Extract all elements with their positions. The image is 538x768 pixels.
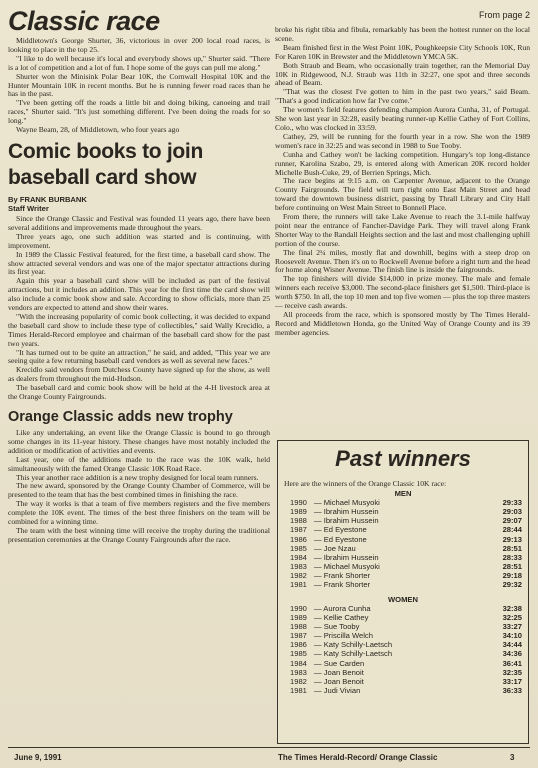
paragraph: The top finishers will divide $14,000 in prize money. The male and female winners each receive $3,000. The second-place finishers get $1,500. Third-place is worth $750. In all, the top 10 men and top five women — plus the top three masters — receive cash awards. [275, 274, 530, 311]
women-section-label: WOMEN [388, 594, 418, 604]
winner-row [278, 613, 528, 622]
winner-row [278, 535, 528, 544]
winner-row [278, 622, 528, 631]
winner-row [278, 640, 528, 649]
men-section-label: MEN [394, 489, 412, 498]
paragraph: "That was the closest I've gotten to him in the past two years," said Beam. "That's a good indication how far I've come." [275, 87, 530, 106]
paragraph: The women's field features defending champion Aurora Cunha, 31, of Portugal. She won last year in 32:28, easily beating runner-up Kellie Cathey of Fort Collins, Colo., who was clocked in 33:59. [275, 105, 530, 132]
paragraph: The final 2¼ miles, mostly flat and downhill, begins with a steep drop on Roosevelt Avenue. Then it's on to Rockwell Avenue before a right turn and the head for home along Wisner Avenue. The finish line is inside the fairgrounds. [275, 247, 530, 275]
past-winners-title: Past winners [335, 446, 471, 471]
winner-time: 29:32 [502, 580, 522, 590]
winner-year: 1989 [290, 612, 307, 622]
paragraph: "It has turned out to be quite an attraction," he said, and added, "This year we are seeing quite a few returning baseball card vendors as well as several new faces." [8, 347, 270, 366]
paragraph: The race begins at 9:15 a.m. on Carpenter Avenue, adjacent to the Orange County Fairgrounds. The field will turn right onto East Main Street and head toward the downtown business district, passing by Thrall Library and City Hall before continuing on West Main Street to Bonnell Place. [275, 176, 530, 213]
paragraph: The new award, sponsored by the Orange County Chamber of Commerce, will be presented to the team that has the best combined times in finishing the race. [8, 481, 270, 500]
winner-year: 1988 [290, 621, 307, 631]
publication-name: The Times Herald-Record/ Orange Classic [278, 753, 438, 762]
winner-name: — Joe Nzau [314, 543, 356, 553]
winner-name: — Judi Vivian [314, 685, 361, 695]
paragraph: Cathey, 29, will be running for the fourth year in a row. She won the 1989 women's race in 32:25 and was second in 1988 to Sue Tooby. [275, 131, 530, 150]
winner-time: 33:27 [502, 621, 522, 631]
winner-name: — Michael Musyoki [314, 498, 380, 507]
paragraph: Three years ago, one such addition was started and is continuing, with improvement. [8, 231, 270, 250]
paragraph: Cunha and Cathey won't be lacking competition. Hungary's top long-distance runner, Karolina Szabo, 29, is entered along with American 20K record holder Michelle Bush-Cuke, 29, of Berrien Springs, Mich. [275, 149, 530, 177]
winner-year: 1990 [290, 603, 307, 613]
winner-name: — Ibrahim Hussein [314, 516, 379, 526]
issue-date: June 9, 1991 [14, 753, 62, 762]
winner-year: 1982 [290, 676, 307, 686]
winner-time: 33:17 [502, 676, 522, 686]
winner-time: 29:03 [502, 507, 522, 517]
winner-year: 1990 [290, 498, 307, 507]
winner-year: 1981 [290, 685, 307, 695]
paragraph: In 1989 the Classic Festival featured, for the first time, a baseball card show. The show attracted several vendors and was one of the major spectator attractions during its first year. [8, 249, 270, 277]
winner-name: — Katy Schilly-Laetsch [314, 640, 393, 650]
paragraph: Beam finished first in the West Point 10K, Poughkeepsie City Schools 10K, Run For Karen 10K in Brewster and the Middletown YMCA 5K. [275, 42, 530, 61]
new-trophy-headline: Orange Classic adds new trophy [8, 409, 233, 425]
winner-year: 1986 [290, 534, 307, 544]
winner-year: 1987 [290, 525, 307, 535]
paragraph: The team with the best winning time will receive the trophy during the traditional presentation ceremonies at the Orange County Fairgrounds after the race. [8, 525, 270, 544]
winner-time: 32:25 [502, 612, 522, 622]
winner-year: 1988 [290, 516, 307, 526]
paragraph: Again this year a baseball card show will be included as part of the festival attractions, but it includes an addition. This year for the first time the card show will also include a comic book show and sale. According to show officials, more than 25 vendors are expected to attend and show their wares. [8, 276, 270, 313]
winner-year: 1987 [290, 631, 307, 641]
new-trophy-article [8, 429, 270, 545]
winner-row [278, 571, 528, 580]
winner-time: 32:38 [502, 603, 522, 613]
winner-year: 1985 [290, 649, 307, 659]
winner-year: 1981 [290, 580, 307, 590]
winner-row [278, 525, 528, 534]
winner-name: — Michael Musyoki [314, 562, 380, 572]
page-footer [0, 750, 538, 768]
winner-row [278, 498, 528, 507]
winner-time: 28:44 [502, 525, 522, 535]
winner-name: — Ed Eyestone [314, 525, 367, 535]
winner-name: — Sue Carden [314, 658, 365, 668]
winner-row [278, 562, 528, 571]
paragraph: Since the Orange Classic and Festival was founded 11 years ago, there have been several additions and improvements made throughout the years. [8, 213, 270, 232]
winner-name: — Frank Shorter [314, 580, 371, 590]
winner-name: — Katy Schilly-Laetsch [314, 649, 393, 659]
winner-time: 29:18 [502, 571, 522, 581]
winner-row [278, 659, 528, 668]
winner-year: 1982 [290, 571, 307, 581]
classic-race-title: Classic race [8, 6, 160, 36]
winner-year: 1985 [290, 543, 307, 553]
winner-row [278, 668, 528, 677]
winner-year: 1983 [290, 667, 307, 677]
winner-time: 34:44 [502, 640, 522, 650]
paragraph: Shurter won the Minisink Polar Bear 10K, the Cornwall Hospital 10K and the Hunter Mountain 10K in recent months. But he is running fewer road races than he has in the past. [8, 71, 270, 99]
women-winners-list [278, 604, 528, 696]
paragraph: "I've been getting off the roads a little bit and doing biking, canoeing and trail races," Shurter said. "It's just something different. I've been doing the roads for so long." [8, 98, 270, 126]
winner-name: — Sue Tooby [314, 621, 360, 631]
winner-name: — Priscilla Welch [314, 631, 373, 641]
winner-row [278, 686, 528, 695]
winner-year: 1984 [290, 552, 307, 562]
winner-name: — Aurora Cunha [314, 603, 371, 613]
winner-row [278, 677, 528, 686]
winner-time: 34:10 [502, 631, 522, 641]
winner-row [278, 507, 528, 516]
paragraph: Wayne Beam, 28, of Middletown, who four years ago [16, 125, 180, 135]
paragraph: Both Straub and Beam, who occasionally train together, ran the Memorial Day 10K in Ridgewood, N.J. Straub was 11th in 32:27, one spot and three seconds ahead of Beam. [275, 60, 530, 88]
paragraph: This year another race addition is a new trophy designed for local team runners. [16, 472, 259, 482]
winner-name: — Ibrahim Hussein [314, 507, 379, 517]
winner-name: — Frank Shorter [314, 571, 371, 581]
winner-row [278, 580, 528, 589]
comic-books-article [8, 215, 270, 402]
paragraph: All proceeds from the race, which is sponsored mostly by The Times Herald-Record and Middletown Honda, go the United Way of Orange County and its 39 member agencies. [275, 310, 530, 337]
winner-row [278, 544, 528, 553]
winner-year: 1983 [290, 562, 307, 572]
winner-time: 29:13 [502, 534, 522, 544]
byline-role: Staff Writer [8, 203, 49, 213]
winner-time: 29:07 [502, 516, 522, 526]
winner-row [278, 604, 528, 613]
paragraph: The way it works is that a team of five members registers and the five members complete the 10K event. The times of the best three finishers on the team will be combined for a winning time. [8, 499, 270, 527]
paragraph: The baseball card and comic book show will be held at the 4-H livestock area at the Orange County Fairgrounds. [8, 383, 270, 402]
left-column [8, 7, 270, 545]
winner-time: 28:33 [502, 552, 522, 562]
winner-time: 28:51 [502, 543, 522, 553]
winner-time: 36:41 [502, 658, 522, 668]
page-number: 3 [510, 753, 515, 762]
footer-divider [8, 747, 530, 748]
past-winners-intro: Here are the winners of the Orange Classic 10K race: [284, 479, 447, 488]
paragraph: broke his right tibia and fibula, remarkably has been the hottest runner on the local scene. [275, 25, 530, 43]
comic-books-headline: Comic books to join baseball card show [8, 139, 203, 189]
paragraph: Like any undertaking, an event like the Orange Classic is bound to go through some changes in its 11-year history. These changes have most notably included the addition or modification of activities and events. [8, 428, 270, 455]
winner-time: 28:51 [502, 562, 522, 572]
winner-row [278, 516, 528, 525]
winner-name: — Ed Eyestone [314, 534, 367, 544]
winner-row [278, 631, 528, 640]
winner-time: 34:36 [502, 649, 522, 659]
winner-time: 29:33 [502, 498, 522, 507]
winner-year: 1984 [290, 658, 307, 668]
continued-from-label: From page 2 [478, 10, 530, 20]
winner-time: 32:35 [502, 667, 522, 677]
classic-race-intro [8, 37, 270, 135]
winner-row [278, 649, 528, 658]
winner-name: — Joan Benoit [314, 676, 364, 686]
paragraph: Krecidlo said vendors from Dutchess County have signed up for the show, as well as dealers from throughout the mid-Hudson. [8, 365, 270, 384]
past-winners-box [277, 440, 529, 744]
winner-name: — Kellie Cathey [314, 612, 369, 622]
winner-year: 1986 [290, 640, 307, 650]
winner-name: — Ibrahim Hussein [314, 552, 379, 562]
paragraph: Last year, one of the additions made to the race was the 10K walk, held simultaneously with the famed Orange Classic 10K Road Race. [8, 454, 270, 473]
winner-row [278, 553, 528, 562]
paragraph: Middletown's George Shurter, 36, victorious in over 200 local road races, is looking to place in the top 25. [8, 36, 270, 54]
classic-race-continued [275, 26, 530, 338]
winner-name: — Joan Benoit [314, 667, 364, 677]
men-winners-list [278, 498, 528, 590]
winner-time: 36:33 [502, 685, 522, 695]
paragraph: "With the increasing popularity of comic book collecting, it was decided to expand the baseball card show to include these type of collectibles," said Wally Krecidlo, a Times Herald-Record employee and chairman of the baseball card show for the past two years. [8, 311, 270, 348]
paragraph: From there, the runners will take Lake Avenue to reach the 3.1-mile halfway point near the entrance of Fancher-Davidge Park. They will travel along Frank Shorter Way to the Randall Heights section and the last and most challenging uphill portion of the course. [275, 212, 530, 248]
winner-year: 1989 [290, 507, 307, 517]
right-column [275, 7, 530, 338]
paragraph: "I like to do well because it's local and everybody shows up," Shurter said. "There is a lot of competition and a lot of fun. I hope some of the guys can pull me along." [8, 53, 270, 72]
byline: By FRANK BURBANK [8, 194, 87, 204]
